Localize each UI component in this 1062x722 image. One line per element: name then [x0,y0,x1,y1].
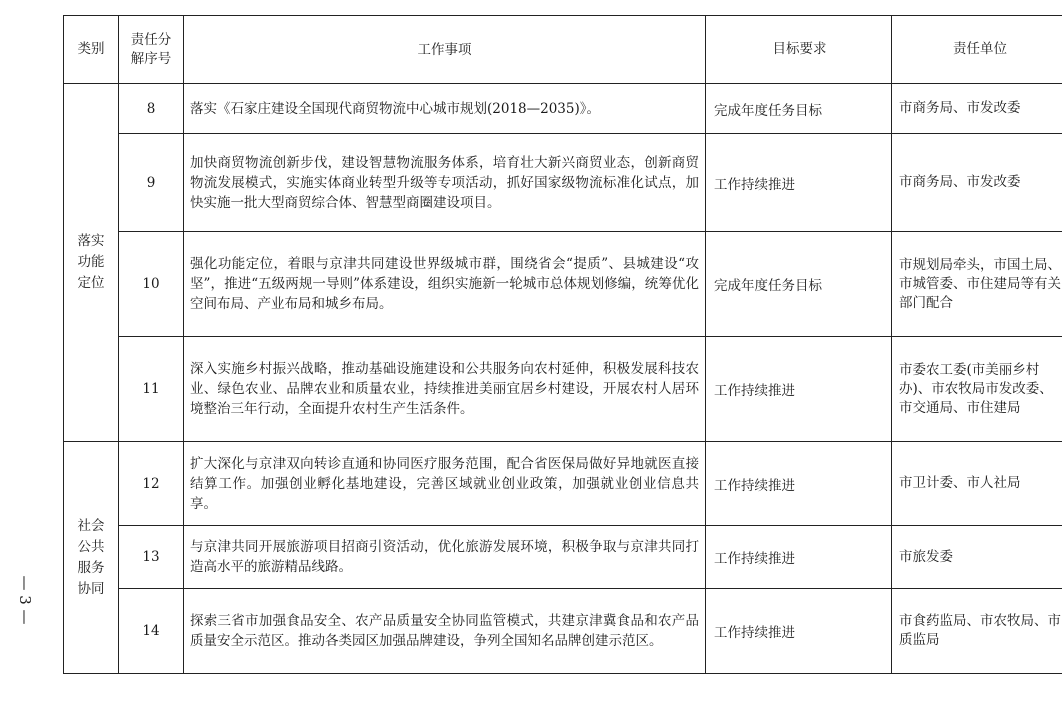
category-public-service-text: 社会公共服务协同 [77,517,105,597]
row-goal: 完成年度任务目标 [706,232,892,337]
table-row [64,442,1062,526]
row-item: 强化功能定位，着眼与京津共同建设世界级城市群，围绕省会“提质”、县城建设“攻坚”，推进“五级两规一导则”体系建设，组织实施新一轮城市总体规划修编，统筹优化空间布局、产业布局和城乡布局。 [184,232,706,337]
table-row [64,84,1062,134]
row-unit: 市卫计委、市人社局 [892,442,1062,526]
table-header-row [64,16,1062,84]
row-unit: 市委农工委(市美丽乡村办)、市农牧局市发改委、市交通局、市住建局 [892,337,1062,442]
row-unit: 市商务局、市发改委 [892,84,1062,134]
category-cell-functional [64,84,119,442]
header-category: 类别 [64,16,119,84]
row-item: 落实《石家庄建设全国现代商贸物流中心城市规划(2018—2035)》。 [184,84,706,134]
row-index: 9 [119,134,184,232]
row-goal: 工作持续推进 [706,337,892,442]
row-unit: 市规划局牵头，市国土局、市城管委、市住建局等有关部门配合 [892,232,1062,337]
row-item: 深入实施乡村振兴战略，推动基础设施建设和公共服务向农村延伸，积极发展科技农业、绿色农业、品牌农业和质量农业，持续推进美丽宜居乡村建设，开展农村人居环境整治三年行动，全面提升农村生产生活条件。 [184,337,706,442]
table-row [64,526,1062,589]
header-index [119,16,184,84]
row-item: 扩大深化与京津双向转诊直通和协同医疗服务范围，配合省医保局做好异地就医直接结算工作。加强创业孵化基地建设，完善区域就业创业政策，加强就业创业信息共享。 [184,442,706,526]
row-unit: 市食药监局、市农牧局、市质监局 [892,589,1062,674]
row-index: 14 [119,589,184,674]
row-item: 探索三省市加强食品安全、农产品质量安全协同监管模式，共建京津冀食品和农产品质量安全示范区。推动各类园区加强品牌建设，争列全国知名品牌创建示范区。 [184,589,706,674]
header-unit: 责任单位 [892,16,1062,84]
page-number [10,555,40,645]
table-row [64,232,1062,337]
row-index: 8 [119,84,184,134]
row-item: 加快商贸物流创新步伐，建设智慧物流服务体系，培育壮大新兴商贸业态，创新商贸物流发展模式，实施实体商业转型升级等专项活动，抓好国家级物流标准化试点，加快实施一批大型商贸综合体、智慧型商圈建设项目。 [184,134,706,232]
row-index: 13 [119,526,184,589]
row-goal: 工作持续推进 [706,526,892,589]
responsibility-table [63,15,1062,674]
row-item: 与京津共同开展旅游项目招商引资活动，优化旅游发展环境，积极争取与京津共同打造高水平的旅游精品线路。 [184,526,706,589]
table-row [64,589,1062,674]
row-goal: 工作持续推进 [706,134,892,232]
row-goal: 工作持续推进 [706,589,892,674]
header-index-text: 责任分解序号 [130,31,172,67]
row-unit: 市商务局、市发改委 [892,134,1062,232]
row-index: 10 [119,232,184,337]
header-item: 工作事项 [184,16,706,84]
row-index: 11 [119,337,184,442]
row-goal: 工作持续推进 [706,442,892,526]
page-number-text: — 3 — [16,575,34,625]
row-goal: 完成年度任务目标 [706,84,892,134]
row-index: 12 [119,442,184,526]
table-row [64,134,1062,232]
header-goal: 目标要求 [706,16,892,84]
category-functional-text: 落实功能定位 [77,233,105,291]
row-unit: 市旅发委 [892,526,1062,589]
table-row [64,337,1062,442]
category-cell-public-service [64,442,119,674]
